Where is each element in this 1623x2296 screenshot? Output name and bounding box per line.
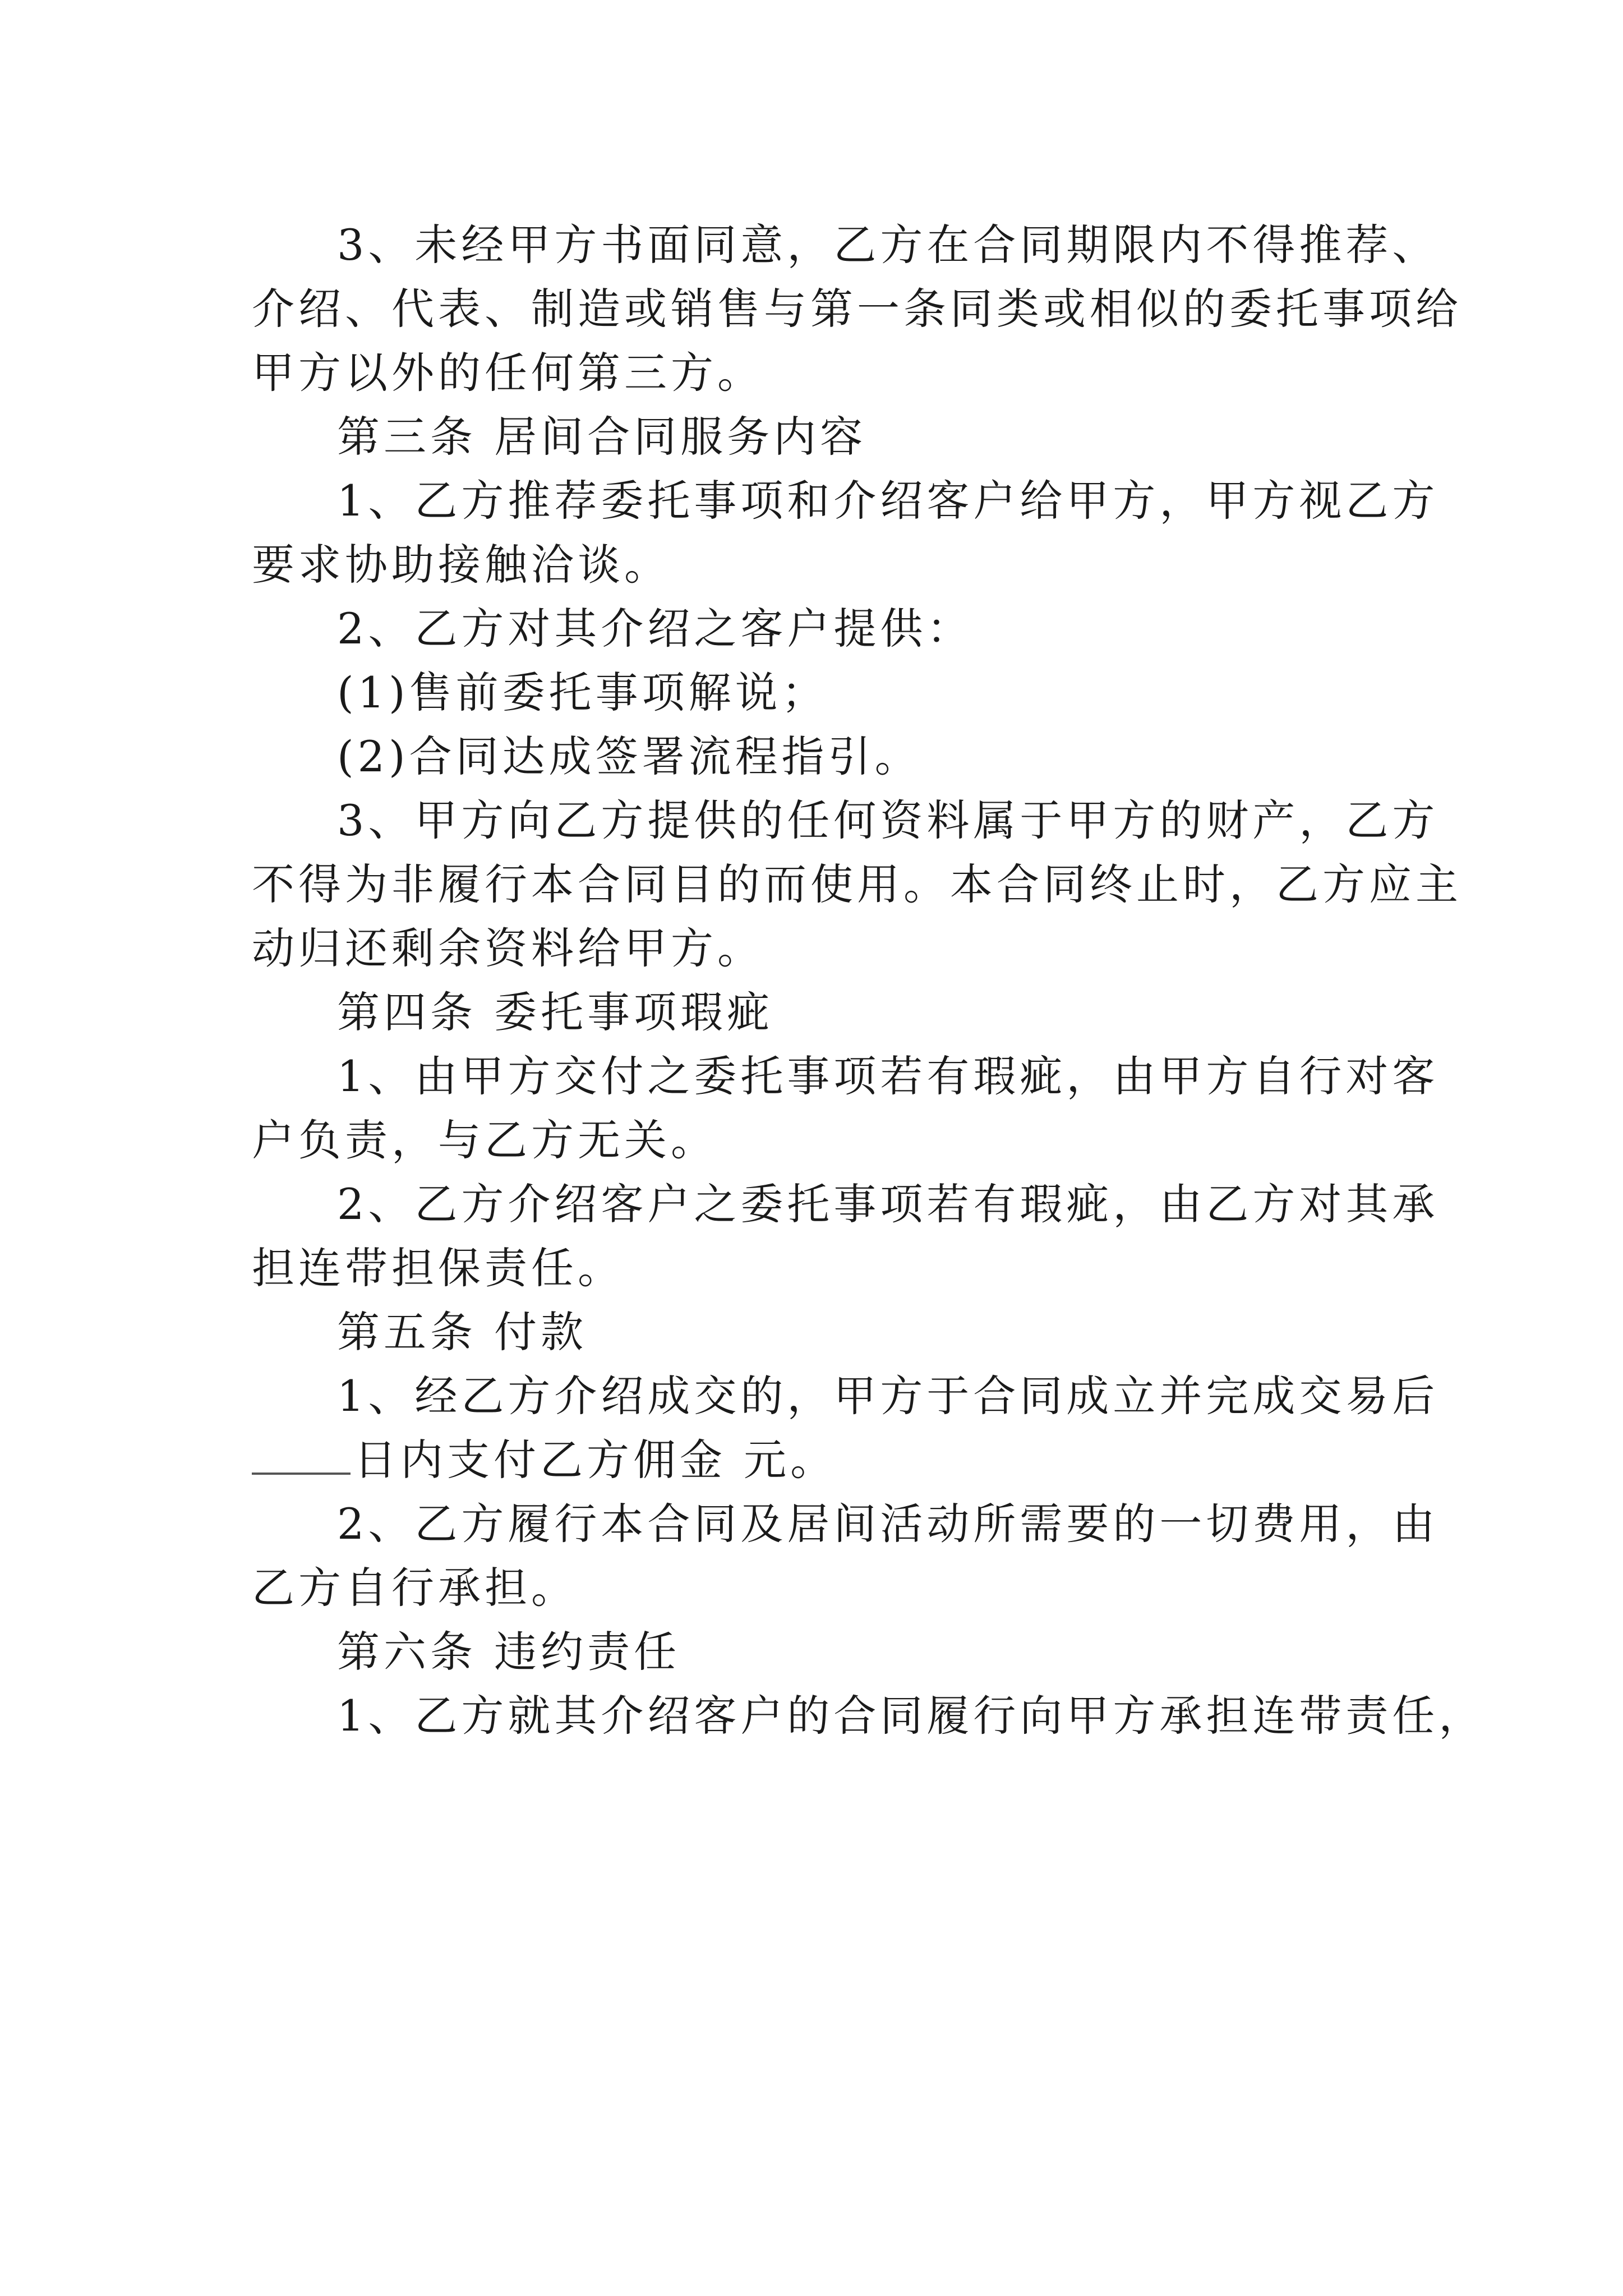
paragraph-line: 户负责，与乙方无关。 — [252, 1115, 717, 1165]
paragraph-line: 2、乙方履行本合同及居间活动所需要的一切费用，由 — [337, 1499, 1439, 1549]
paragraph-line: 要求协助接触洽谈。 — [252, 540, 671, 590]
list-item: (2)合同达成签署流程指引。 — [337, 731, 921, 781]
paragraph-line: 不得为非履行本合同目的而使用。本合同终止时，乙方应主 — [252, 859, 1462, 909]
paragraph-line: 乙方自行承担。 — [252, 1563, 578, 1613]
article-heading: 第六条 违约责任 — [337, 1627, 681, 1677]
paragraph-line: 1、经乙方介绍成交的，甲方于合同成立并完成交易后 — [337, 1371, 1439, 1421]
document-body — [252, 213, 1486, 1748]
paragraph-line: 2、乙方对其介绍之客户提供： — [337, 604, 974, 654]
list-item: (1)售前委托事项解说； — [337, 668, 828, 717]
article-heading: 第四条 委托事项瑕疵 — [337, 987, 774, 1037]
paragraph-line: 甲方以外的任何第三方。 — [252, 348, 764, 398]
paragraph-line: 动归还剩余资料给甲方。 — [252, 923, 764, 973]
paragraph-line: 3、甲方向乙方提供的任何资料属于甲方的财产，乙方 — [337, 795, 1439, 845]
paragraph-line: 1、乙方就其介绍客户的合同履行向甲方承担连带责任， — [337, 1691, 1486, 1741]
paragraph-line-with-blank — [252, 1428, 1385, 1492]
fill-in-blank — [252, 1431, 351, 1475]
paragraph-line: 3、未经甲方书面同意，乙方在合同期限内不得推荐、 — [337, 220, 1439, 270]
paragraph-text: 日内支付乙方佣金 元。 — [354, 1435, 837, 1485]
paragraph-line: 1、乙方推荐委托事项和介绍客户给甲方，甲方视乙方 — [337, 476, 1439, 526]
article-heading: 第五条 付款 — [337, 1307, 588, 1357]
paragraph-line: 担连带担保责任。 — [252, 1243, 624, 1293]
article-heading: 第三条 居间合同服务内容 — [337, 412, 867, 462]
paragraph-line: 1、由甲方交付之委托事项若有瑕疵，由甲方自行对客 — [337, 1051, 1439, 1101]
paragraph-line: 介绍、代表、制造或销售与第一条同类或相似的委托事项给 — [252, 284, 1462, 334]
paragraph-line: 2、乙方介绍客户之委托事项若有瑕疵，由乙方对其承 — [337, 1179, 1439, 1229]
